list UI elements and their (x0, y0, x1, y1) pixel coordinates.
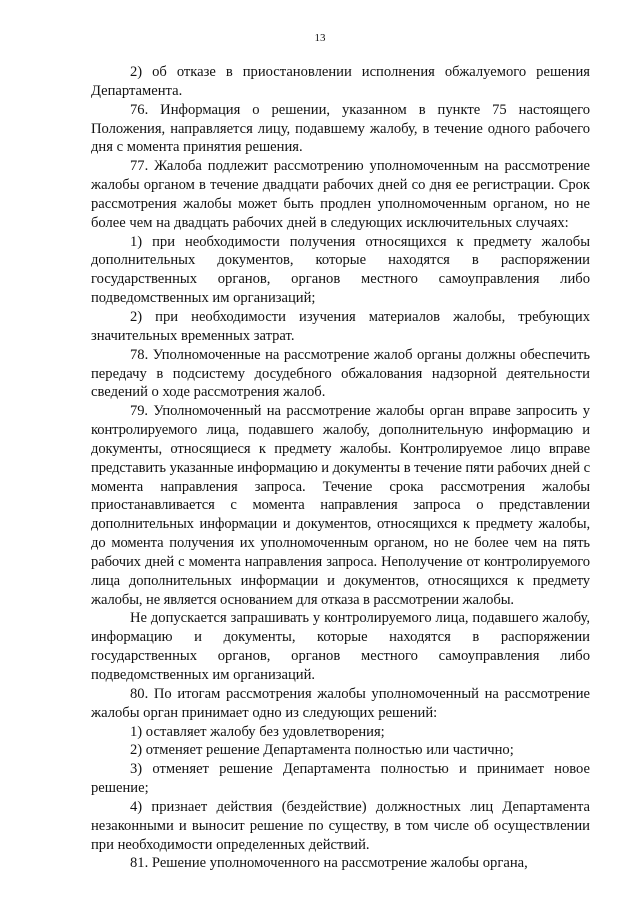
paragraph-77-item-1: 1) при необходимости получения относящихся к предмету жалобы дополнительных документов, которые находятся в распоряжении государственных органов, органов местного самоуправления либо подведомственных им организаций; (91, 233, 590, 307)
paragraph-76: 76. Информация о решении, указанном в пункте 75 настоящего Положения, направляется лицу, подавшему жалобу, в течение одного рабочего дня с момента принятия решения. (91, 101, 590, 156)
paragraph-80-item-3: 3) отменяет решение Департамента полностью и принимает новое решение; (91, 761, 590, 797)
paragraph-77: 77. Жалоба подлежит рассмотрению уполномоченным на рассмотрение жалобы органом в течение двадцати рабочих дней со дня ее регистрации. Срок рассмотрения жалобы может быть продлен уполномоченным органом, но не более чем на двадцать рабочих дней в следующих исключительных случаях: (91, 158, 590, 231)
page-number: 13 (314, 32, 326, 44)
paragraph-80: 80. По итогам рассмотрения жалобы уполномоченный на рассмотрение жалобы орган принимает одно из следующих решений: (91, 685, 590, 721)
paragraph-80-item-1: 1) оставляет жалобу без удовлетворения; (130, 723, 385, 740)
paragraph-79: 79. Уполномоченный на рассмотрение жалобы орган вправе запросить у контролируемого лица, подавшего жалобу, дополнительную информацию и документы, относящиеся к предмету жалобы. Контролируемое лицо вправе представить указанные информацию и документы в течение пяти рабочих дней с момента направления запроса. Течение срока рассмотрения жалобы приостанавливается с момента направления запроса о представлении дополнительных информации и документов, относящихся к предмету жалобы, до момента получения их уполномоченным органом, но не более чем на пять рабочих дней с момента направления запроса. Неполучение от контролируемого лица дополнительных информации и документов, относящихся к предмету жалобы, не является основанием для отказа в рассмотрении жалобы. (91, 403, 590, 608)
paragraph-81: 81. Решение уполномоченного на рассмотрение жалобы органа, (130, 855, 528, 872)
paragraph-80-item-2: 2) отменяет решение Департамента полностью или частично; (130, 742, 514, 759)
paragraph-77-item-2: 2) при необходимости изучения материалов жалобы, требующих значительных временных затрат. (91, 308, 590, 344)
document-body (91, 63, 590, 873)
paragraph-78: 78. Уполномоченные на рассмотрение жалоб органы должны обеспечить передачу в подсистему досудебного обжалования надзорной деятельности сведений о ходе рассмотрения жалоб. (91, 346, 590, 401)
paragraph-80-item-4: 4) признает действия (бездействие) должностных лиц Департамента незаконными и выносит решение по существу, в том числе об осуществлении при необходимости определенных действий. (91, 798, 590, 853)
paragraph-item-2-refusal-suspension: 2) об отказе в приостановлении исполнения обжалуемого решения Департамента. (91, 64, 590, 99)
paragraph-79-continuation: Не допускается запрашивать у контролируемого лица, подавшего жалобу, информацию и документы, которые находятся в распоряжении государственных органов, органов местного самоуправления либо подведомственных им организаций. (91, 610, 590, 683)
